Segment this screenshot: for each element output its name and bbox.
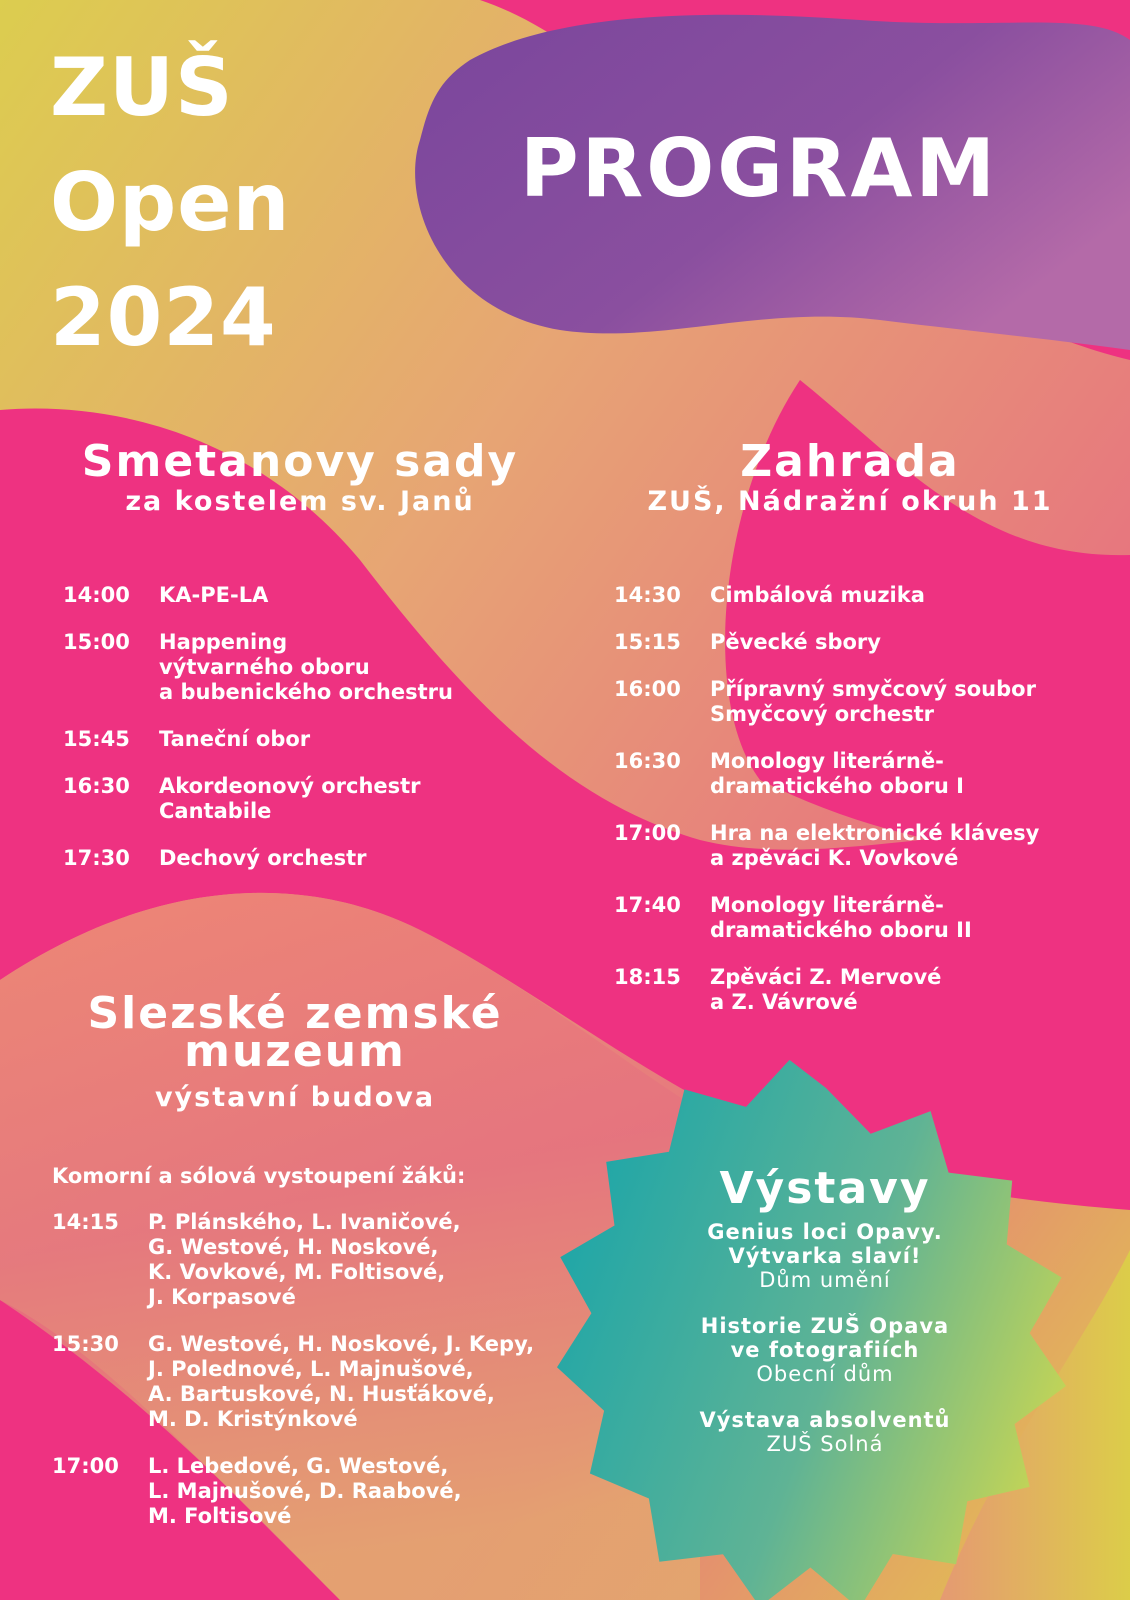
- schedule-act: [159, 630, 563, 705]
- schedule-time: 14:15: [52, 1210, 119, 1234]
- schedule-act-line: dramatického oboru I: [710, 774, 964, 798]
- exhibition-item: [640, 1408, 1010, 1456]
- exhibition-name: Výstava absolventů: [699, 1408, 951, 1432]
- schedule-item: [614, 821, 1114, 871]
- schedule-act-line: G. Westové, H. Noskové,: [148, 1235, 439, 1259]
- exhibition-place: ZUŠ Solná: [766, 1432, 884, 1456]
- schedule-act-line: L. Lebedové, G. Westové,: [148, 1454, 449, 1478]
- schedule-act: [148, 1332, 572, 1432]
- venue-subtitle: za kostelem sv. Janů: [125, 486, 475, 517]
- schedule-act-line: K. Vovkové, M. Foltisové,: [148, 1260, 446, 1284]
- schedule-item: [52, 1454, 572, 1529]
- schedule-item: [614, 965, 1114, 1015]
- schedule-act-line: Dechový orchestr: [159, 846, 367, 870]
- exhibition-item: [640, 1220, 1010, 1292]
- schedule-time: 18:15: [614, 965, 681, 989]
- schedule-act: [148, 1210, 572, 1310]
- schedule-item: [63, 727, 563, 752]
- schedule-time: 15:15: [614, 630, 681, 654]
- schedule-smetanovy-sady: [63, 583, 563, 893]
- schedule-act: [710, 749, 1114, 799]
- exhibition-name: Historie ZUŠ Opava: [700, 1314, 950, 1338]
- schedule-item: [614, 583, 1114, 608]
- schedule-act: [710, 677, 1114, 727]
- schedule-item: [63, 774, 563, 824]
- schedule-time: 15:00: [63, 630, 130, 654]
- schedule-act-line: J. Korpasové: [148, 1285, 296, 1309]
- schedule-act-line: KA-PE-LA: [159, 583, 269, 607]
- schedule-zahrada: [614, 583, 1114, 1037]
- schedule-time: 14:30: [614, 583, 681, 607]
- schedule-act-line: M. D. Kristýnkové: [148, 1407, 358, 1431]
- venue-title-line1: Slezské zemské: [87, 988, 503, 1039]
- venue-subtitle: výstavní budova: [154, 1082, 436, 1113]
- schedule-act-line: Zpěváci Z. Mervové: [710, 965, 942, 989]
- schedule-act-line: Monology literárně-: [710, 893, 944, 917]
- schedule-act-line: Přípravný smyčcový soubor: [710, 677, 1036, 701]
- venue-smetanovy-sady: [40, 438, 560, 517]
- schedule-act-line: L. Majnušové, D. Raabové,: [148, 1479, 462, 1503]
- schedule-act: [159, 846, 563, 871]
- schedule-time: 17:00: [52, 1454, 119, 1478]
- venue-title: Smetanovy sady: [81, 436, 519, 487]
- schedule-item: [63, 846, 563, 871]
- schedule-item: [63, 583, 563, 608]
- schedule-act: [710, 965, 1114, 1015]
- schedule-act-line: a zpěváci K. Vovkové: [710, 846, 959, 870]
- schedule-item: [614, 630, 1114, 655]
- event-title-line3: 2024: [50, 271, 277, 364]
- schedule-time: 16:30: [614, 749, 681, 773]
- schedule-act-line: Akordeonový orchestr: [159, 774, 421, 798]
- exhibition-place: Dům umění: [759, 1268, 891, 1292]
- venue-title-line2: muzeum: [184, 1026, 406, 1077]
- schedule-act: [710, 630, 1114, 655]
- venue-slezske-muzeum: [30, 988, 560, 1113]
- schedule-time: 14:00: [63, 583, 130, 607]
- exhibition-item: [640, 1314, 1010, 1386]
- program-heading: PROGRAM: [520, 122, 999, 215]
- schedule-act: [159, 583, 563, 608]
- schedule-act-line: Hra na elektronické klávesy: [710, 821, 1040, 845]
- venue-zahrada: [590, 438, 1110, 517]
- event-title: [50, 30, 290, 375]
- schedule-time: 17:30: [63, 846, 130, 870]
- schedule-act-line: A. Bartuskové, N. Husťákové,: [148, 1382, 495, 1406]
- exhibitions-block: [640, 1163, 1010, 1478]
- event-title-line2: Open: [50, 156, 291, 249]
- schedule-item: [614, 749, 1114, 799]
- schedule-item: [52, 1210, 572, 1310]
- exhibitions-title: Výstavy: [719, 1163, 931, 1214]
- schedule-act-line: a bubenického orchestru: [159, 680, 453, 704]
- venue3-intro: Komorní a sólová vystoupení žáků:: [52, 1164, 466, 1188]
- schedule-time: 15:30: [52, 1332, 119, 1356]
- schedule-act-line: J. Polednové, L. Majnušové,: [148, 1357, 474, 1381]
- schedule-item: [52, 1332, 572, 1432]
- schedule-act-line: M. Foltisové: [148, 1504, 292, 1528]
- schedule-act-line: a Z. Vávrové: [710, 990, 858, 1014]
- schedule-act-line: G. Westové, H. Noskové, J. Kepy,: [148, 1332, 535, 1356]
- schedule-act: [159, 774, 563, 824]
- schedule-time: 17:00: [614, 821, 681, 845]
- schedule-act-line: Taneční obor: [159, 727, 311, 751]
- event-title-line1: ZUŠ: [50, 41, 234, 134]
- schedule-act: [710, 583, 1114, 608]
- schedule-act-line: P. Plánského, L. Ivaničové,: [148, 1210, 461, 1234]
- schedule-act-line: Cantabile: [159, 799, 272, 823]
- schedule-time: 15:45: [63, 727, 130, 751]
- schedule-slezske-muzeum: [52, 1210, 572, 1551]
- schedule-item: [614, 893, 1114, 943]
- schedule-act-line: Smyčcový orchestr: [710, 702, 935, 726]
- schedule-act: [159, 727, 563, 752]
- schedule-act-line: dramatického oboru II: [710, 918, 972, 942]
- schedule-act-line: výtvarného oboru: [159, 655, 370, 679]
- schedule-act-line: Pěvecké sbory: [710, 630, 881, 654]
- exhibition-name: Genius loci Opavy.: [707, 1220, 943, 1244]
- schedule-act-line: Cimbálová muzika: [710, 583, 925, 607]
- schedule-act-line: Happening: [159, 630, 288, 654]
- exhibition-name: ve fotografiích: [730, 1338, 920, 1362]
- exhibition-place: Obecní dům: [756, 1362, 894, 1386]
- schedule-time: 17:40: [614, 893, 681, 917]
- schedule-act: [148, 1454, 572, 1529]
- venue-title: Zahrada: [740, 436, 960, 487]
- exhibition-name: Výtvarka slaví!: [728, 1244, 922, 1268]
- schedule-item: [614, 677, 1114, 727]
- schedule-time: 16:00: [614, 677, 681, 701]
- venue-subtitle: ZUŠ, Nádražní okruh 11: [647, 486, 1053, 517]
- schedule-act-line: Monology literárně-: [710, 749, 944, 773]
- schedule-item: [63, 630, 563, 705]
- schedule-act: [710, 821, 1114, 871]
- schedule-time: 16:30: [63, 774, 130, 798]
- schedule-act: [710, 893, 1114, 943]
